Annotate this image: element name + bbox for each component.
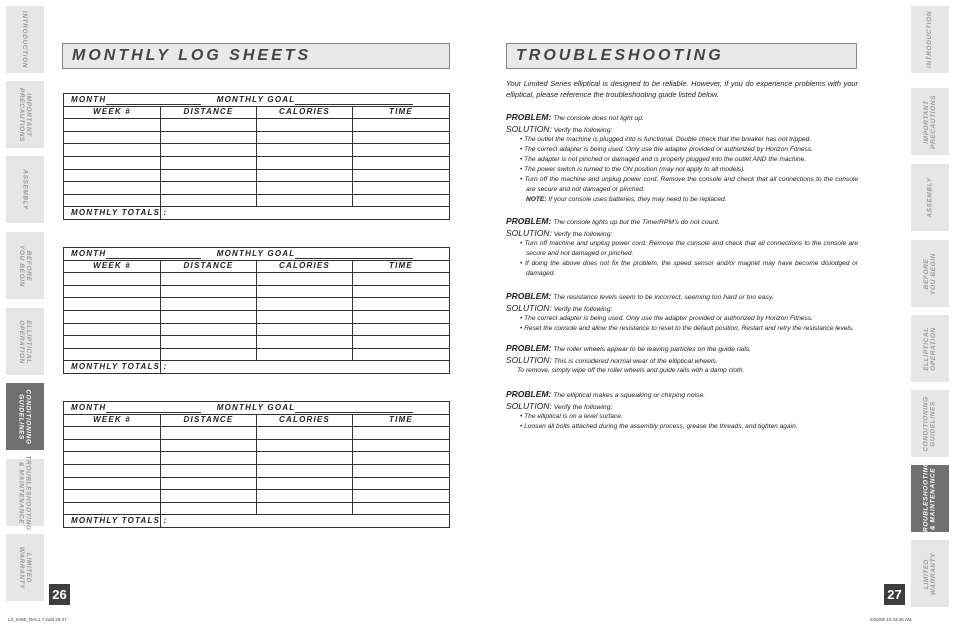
tab-label: ELLIPTICAL OPERATION <box>18 319 32 364</box>
problem-text: The console does not light up. <box>553 115 644 122</box>
note-text: If your console uses batteries, they may need to be replaced. <box>548 196 727 203</box>
log-row <box>64 490 450 503</box>
tab-label: ASSEMBLY <box>21 169 29 210</box>
solution-label: SOLUTION: <box>506 303 552 313</box>
solution-label: SOLUTION: <box>506 124 552 134</box>
col-distance-header: DISTANCE <box>161 414 257 427</box>
note-label: NOTE: <box>526 196 547 203</box>
log-row <box>64 119 450 132</box>
log-row <box>64 348 450 361</box>
log-row <box>64 194 450 207</box>
monthly-log-table <box>63 93 450 220</box>
problem-text: The console lights up but the Time/RPM's do not count. <box>553 219 720 226</box>
tab-label: IMPORTANT PRECAUTIONS <box>923 94 938 149</box>
month-goal-row <box>64 94 450 107</box>
tab-label: ELLIPTICAL OPERATION <box>923 326 937 371</box>
log-row <box>64 182 450 195</box>
log-row <box>64 169 450 182</box>
log-row <box>64 464 450 477</box>
bullet-item: • Reset the console and allow the resistance to reset to the default position. Restart and retry the resistance levels. <box>520 325 855 332</box>
log-row <box>64 439 450 452</box>
tab-label: LIMITED WARRANTY <box>923 552 938 595</box>
page-number-right: 27 <box>884 584 905 605</box>
col-calories-header: CALORIES <box>257 414 353 427</box>
trouble-item <box>506 344 858 376</box>
col-calories-header: CALORIES <box>257 260 353 273</box>
tab-before-you-begin-right[interactable] <box>911 240 949 307</box>
monthly-totals-blank[interactable] <box>161 361 450 374</box>
log-row <box>64 131 450 144</box>
log-row <box>64 477 450 490</box>
solution-text: Verify the following: <box>553 306 613 313</box>
tab-introduction-right[interactable] <box>911 6 949 73</box>
solution-text: This is considered normal wear of the elliptical wheels. <box>553 358 718 365</box>
tab-limited-warranty-right[interactable] <box>911 540 949 607</box>
solution-label: SOLUTION: <box>506 401 552 411</box>
log-row <box>64 452 450 465</box>
solution-text: Verify the following: <box>553 404 613 411</box>
bullet-item: • If doing the above does not fix the problem, the speed sensor and/or magnet may have become dislodged or damaged. <box>520 260 858 277</box>
log-row <box>64 156 450 169</box>
monthly-goal-label: MONTHLY GOAL <box>216 402 296 412</box>
solution-text: Verify the following: <box>553 127 613 134</box>
problem-text: The elliptical makes a squeaking or chirping noise. <box>553 392 706 399</box>
month-label: MONTH <box>71 94 107 104</box>
col-week-header: WEEK # <box>64 260 161 273</box>
monthly-log-table <box>63 247 450 374</box>
tab-label: BEFORE YOU BEGIN <box>18 244 33 287</box>
bullet-item: • The power switch is turned to the ON position (may not apply to all models). <box>520 166 746 173</box>
bullet-item: • The correct adapter is being used. Only use the adapter provided or authorized by Horizon Fitness. <box>520 146 813 153</box>
solution-detail: To remove, simply wipe off the roller wheels and guide rails with a damp cloth. <box>517 367 745 374</box>
log-row <box>64 273 450 286</box>
col-week-header: WEEK # <box>64 414 161 427</box>
tab-troubleshooting-right[interactable] <box>911 460 949 537</box>
tab-label: IMPORTANT PRECAUTIONS <box>18 87 33 142</box>
month-goal-row <box>64 402 450 415</box>
tab-assembly-right[interactable] <box>911 164 949 231</box>
tab-label: INTRODUCTION <box>21 10 29 69</box>
tab-important-precautions-left[interactable] <box>6 81 44 148</box>
month-goal-row <box>64 248 450 261</box>
col-time-header: TIME <box>353 260 450 273</box>
monthly-goal-blank[interactable] <box>295 404 413 413</box>
solution-text: Verify the following: <box>553 231 613 238</box>
problem-label: PROBLEM: <box>506 389 552 399</box>
tab-conditioning-guidelines-left[interactable] <box>6 383 44 450</box>
monthly-goal-blank[interactable] <box>295 250 413 259</box>
bullet-item: • The elliptical is on a level surface. <box>520 413 623 420</box>
tab-elliptical-operation-right[interactable] <box>911 315 949 382</box>
problem-label: PROBLEM: <box>506 291 552 301</box>
monthly-totals-label: MONTHLY TOTALS : <box>64 207 161 220</box>
print-slug-left: LS_645E_Rev.1.7.indd 26-27 <box>8 617 67 622</box>
month-blank[interactable] <box>106 404 201 413</box>
tab-limited-warranty-left[interactable] <box>6 534 44 601</box>
problem-text: The roller wheels appear to be leaving particles on the guide rails. <box>553 346 752 353</box>
problem-text: The resistance levels seem to be incorrect, seeming too hard or too easy. <box>553 294 774 301</box>
tab-label: BEFORE YOU BEGIN <box>923 252 938 295</box>
log-row <box>64 502 450 515</box>
monthly-totals-blank[interactable] <box>161 515 450 528</box>
tab-label: LIMITED WARRANTY <box>18 546 33 589</box>
problem-label: PROBLEM: <box>506 216 552 226</box>
tab-label: TROUBLESHOOTING & MAINTENANCE <box>923 460 937 537</box>
monthly-log-table <box>63 401 450 528</box>
problem-label: PROBLEM: <box>506 343 552 353</box>
tab-label: CONDITIONING GUIDELINES <box>18 388 33 445</box>
trouble-item <box>506 113 858 205</box>
tab-label: CONDITIONING GUIDELINES <box>923 395 938 452</box>
solution-label: SOLUTION: <box>506 228 552 238</box>
month-blank[interactable] <box>106 96 201 105</box>
monthly-log-sheets-title: MONTHLY LOG SHEETS <box>62 43 450 69</box>
log-row <box>64 285 450 298</box>
log-row <box>64 298 450 311</box>
bullet-item: • Loosen all bolts attached during the assembly process, grease the threads, and tighten again. <box>520 423 798 430</box>
log-row <box>64 323 450 336</box>
monthly-goal-blank[interactable] <box>295 96 413 105</box>
monthly-totals-label: MONTHLY TOTALS : <box>64 361 161 374</box>
col-time-header: TIME <box>353 106 450 119</box>
tab-label: INTRODUCTION <box>926 10 934 69</box>
tab-label: ASSEMBLY <box>926 177 934 218</box>
month-blank[interactable] <box>106 250 201 259</box>
trouble-item <box>506 292 858 334</box>
monthly-goal-label: MONTHLY GOAL <box>216 248 296 258</box>
tab-introduction-left[interactable] <box>6 6 44 73</box>
log-row <box>64 336 450 349</box>
solution-label: SOLUTION: <box>506 355 552 365</box>
tab-important-precautions-right[interactable] <box>911 88 949 155</box>
col-calories-header: CALORIES <box>257 106 353 119</box>
log-row <box>64 144 450 157</box>
col-distance-header: DISTANCE <box>161 106 257 119</box>
troubleshooting-intro: Your Limited Series elliptical is designed to be reliable. However, if you do experience problems with your elliptical, please reference the troubleshooting guide listed below. <box>506 79 858 99</box>
log-row <box>64 427 450 440</box>
bullet-item: • The outlet the machine is plugged into is functional. Double check that the breaker has not tripped. <box>520 136 812 143</box>
tab-elliptical-operation-left[interactable] <box>6 308 44 375</box>
month-label: MONTH <box>71 402 107 412</box>
tab-assembly-left[interactable] <box>6 156 44 223</box>
tab-troubleshooting-left[interactable] <box>6 454 44 531</box>
bullet-item: • The correct adapter is being used. Only use the adapter provided or authorized by Horizon Fitness. <box>520 315 813 322</box>
log-row <box>64 310 450 323</box>
tab-conditioning-guidelines-right[interactable] <box>911 390 949 457</box>
bullet-item: • Turn off the machine and unplug power cord. Remove the console and check that all connections to the console are secure and not damaged or pinched. <box>520 176 858 193</box>
col-distance-header: DISTANCE <box>161 260 257 273</box>
tab-before-you-begin-left[interactable] <box>6 232 44 299</box>
troubleshooting-title: TROUBLESHOOTING <box>506 43 857 69</box>
bullet-item: • Turn off machine and unplug power cord. Remove the console and check that all connections to the console are secure and not damaged or pinched. <box>520 240 858 257</box>
page-number-left: 26 <box>49 584 70 605</box>
monthly-goal-label: MONTHLY GOAL <box>216 94 296 104</box>
col-time-header: TIME <box>353 414 450 427</box>
print-slug-right: 6/26/06 10:43:36 AM <box>870 617 912 622</box>
bullet-item: • The adapter is not pinched or damaged and is properly plugged into the outlet AND the machine. <box>520 156 807 163</box>
trouble-item <box>506 390 858 432</box>
monthly-totals-label: MONTHLY TOTALS : <box>64 515 161 528</box>
month-label: MONTH <box>71 248 107 258</box>
trouble-item <box>506 217 858 279</box>
monthly-totals-blank[interactable] <box>161 207 450 220</box>
col-week-header: WEEK # <box>64 106 161 119</box>
problem-label: PROBLEM: <box>506 112 552 122</box>
tab-label: TROUBLESHOOTING & MAINTENANCE <box>18 454 32 531</box>
